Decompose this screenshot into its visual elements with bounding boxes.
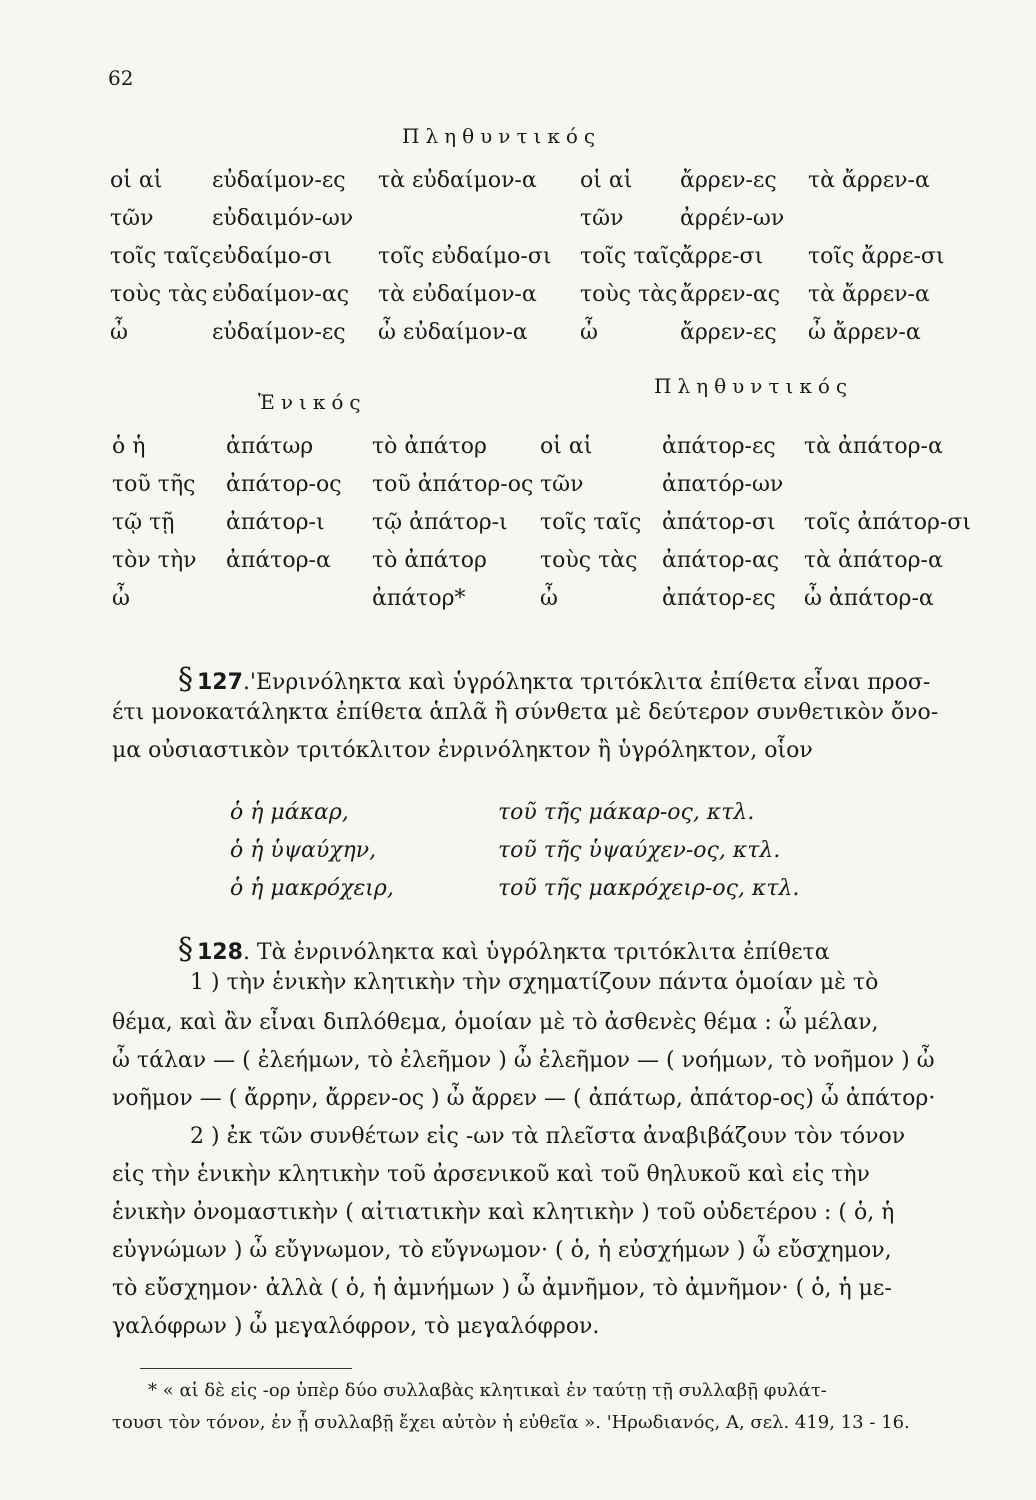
table-cell: ἀρρέν-ων bbox=[680, 206, 785, 231]
table-cell: τοῖς εὐδαίμο-σι bbox=[378, 244, 552, 269]
section-mark: § bbox=[178, 662, 193, 697]
section-128-line-10: τὸ εὔσχημον· ἀλλὰ ( ὁ, ἡ ἀμνήμων ) ὦ ἀμνῆμον, τὸ ἀμνῆμον· ( ὁ, ἡ με- bbox=[112, 1276, 892, 1301]
page-number: 62 bbox=[108, 66, 134, 90]
table-cell: ἀπάτορ-σι bbox=[662, 510, 776, 535]
table-cell: τὰ εὐδαίμον-α bbox=[378, 282, 537, 307]
section-128-line-2: 1 ) τὴν ἑνικὴν κλητικὴν τὴν σχηματίζουν πάντα ὁμοίαν μὲ τὸ bbox=[190, 970, 879, 995]
table-cell: τῷ τῇ bbox=[112, 510, 175, 535]
table-cell: εὐδαίμο-σι bbox=[212, 244, 333, 269]
section-number: 128 bbox=[197, 940, 243, 965]
table-cell: τοὺς τὰς bbox=[540, 548, 638, 573]
table-cell: τὰ ἀπάτορ-α bbox=[804, 548, 943, 573]
table-cell: οἱ αἱ bbox=[580, 168, 633, 193]
table-cell: ὦ bbox=[110, 320, 128, 345]
table-cell: εὐδαίμον-ες bbox=[212, 168, 346, 193]
footnote-line-1: * « αἱ δὲ εἰς -ορ ὑπὲρ δύο συλλαβὰς κλητικαὶ ἐν ταύτῃ τῇ συλλαβῇ φυλάτ- bbox=[148, 1380, 827, 1401]
footnote-line-2: τουσι τὸν τόνον, ἐν ᾗ συλλαβῇ ἔχει αὐτὸν ἡ εὐθεῖα ». 'Ηρωδιανός, Α, σελ. 419, 13 - 16. bbox=[112, 1412, 910, 1433]
table2-heading-plural: Πληθυντικός bbox=[654, 374, 854, 398]
table-cell: τοῖς ταῖς bbox=[540, 510, 642, 535]
section-128-line-8: ἑνικὴν ὀνομαστικὴν ( αἰτιατικὴν καὶ κλητικὴν ) τοῦ οὐδετέρου : ( ὁ, ἡ bbox=[112, 1200, 895, 1225]
section-128-line-3: θέμα, καὶ ἂν εἶναι διπλόθεμα, ὁμοίαν μὲ τὸ ἀσθενὲς θέμα : ὦ μέλαν, bbox=[112, 1010, 879, 1035]
section-128-line-9: εὐγνώμων ) ὦ εὔγνωμον, τὸ εὔγνωμον· ( ὁ, ἡ εὐσχήμων ) ὦ εὔσχημον, bbox=[112, 1238, 892, 1263]
table-cell: τοῖς ταῖς bbox=[110, 244, 212, 269]
table-cell: ἀπάτορ-ι bbox=[226, 510, 325, 535]
footnote-separator bbox=[140, 1368, 352, 1369]
table-cell: ὦ bbox=[580, 320, 598, 345]
table-cell: τὸν τὴν bbox=[112, 548, 197, 573]
table-cell: ὦ bbox=[540, 586, 558, 611]
table-cell: τῶν bbox=[580, 206, 624, 231]
table-cell: τοῖς ἄρρε-σι bbox=[808, 244, 945, 269]
table-cell: ἄρρεν-ες bbox=[680, 320, 777, 345]
section-127-text-1: .'Ενρινόληκτα καὶ ὑγρόληκτα τριτόκλιτα ἐπίθετα εἶναι προσ- bbox=[242, 670, 931, 695]
table-cell: τῶν bbox=[110, 206, 154, 231]
section-mark: § bbox=[178, 932, 193, 967]
table-cell: οἱ αἱ bbox=[110, 168, 163, 193]
section-128-line-11: γαλόφρων ) ὦ μεγαλόφρον, τὸ μεγαλόφρον. bbox=[112, 1314, 600, 1339]
table2-heading-singular: Ἑνικός bbox=[258, 390, 367, 414]
example-item: τοῦ τῆς μάκαρ-ος, κτλ. bbox=[498, 800, 755, 825]
table-cell: ὦ εὐδαίμον-α bbox=[378, 320, 528, 345]
table-cell: τοῖς ταῖς bbox=[580, 244, 682, 269]
section-128-line-7: εἰς τὴν ἑνικὴν κλητικὴν τοῦ ἀρσενικοῦ καὶ τοῦ θηλυκοῦ καὶ εἰς τὴν bbox=[112, 1162, 870, 1187]
table-cell: τοῦ ἀπάτορ-ος bbox=[372, 472, 534, 497]
table-cell: τὸ ἀπάτορ bbox=[372, 434, 487, 459]
table-cell: τοῖς ἀπάτορ-σι bbox=[804, 510, 971, 535]
table1-heading: Πληθυντικός bbox=[402, 124, 602, 148]
table-cell: ἀπάτορ-α bbox=[226, 548, 331, 573]
table-cell: ὁ ἡ bbox=[112, 434, 146, 459]
table-cell: εὐδαίμον-ας bbox=[212, 282, 350, 307]
section-127-line-2: έτι μονοκατάληκτα ἐπίθετα ἁπλᾶ ἢ σύνθετα μὲ δεύτερον συνθετικὸν ὄνο- bbox=[112, 700, 939, 725]
table-cell: ἀπάτορ-ες bbox=[662, 586, 776, 611]
table-cell: ὦ ἄρρεν-α bbox=[808, 320, 921, 345]
table-cell: ἀπάτορ-ες bbox=[662, 434, 776, 459]
table-cell: τῷ ἀπάτορ-ι bbox=[372, 510, 508, 535]
table-cell: οἱ αἱ bbox=[540, 434, 593, 459]
table-cell: ὦ bbox=[112, 586, 130, 611]
table-cell: ἄρρεν-ας bbox=[680, 282, 781, 307]
section-128-text-1: . Τὰ ἐνρινόληκτα καὶ ὑγρόληκτα τριτόκλιτα ἐπίθετα bbox=[242, 940, 830, 965]
table-cell: τοὺς τὰς bbox=[580, 282, 678, 307]
table-cell: τὰ εὐδαίμον-α bbox=[378, 168, 537, 193]
section-127-line-3: μα οὐσιαστικὸν τριτόκλιτον ἐνρινόληκτον ἢ ὑγρόληκτον, οἷον bbox=[112, 738, 813, 763]
table-cell: τοὺς τὰς bbox=[110, 282, 208, 307]
table-cell: ἀπάτορ* bbox=[372, 586, 466, 611]
example-item: τοῦ τῆς μακρόχειρ-ος, κτλ. bbox=[498, 876, 800, 901]
section-number: 127 bbox=[197, 670, 243, 695]
table-cell: τὸ ἀπάτορ bbox=[372, 548, 487, 573]
table-cell: τὰ ἄρρεν-α bbox=[808, 282, 930, 307]
example-item: ὁ ἡ μακρόχειρ, bbox=[230, 876, 394, 901]
section-127-line-1 bbox=[178, 662, 930, 697]
table-cell: εὐδαίμον-ες bbox=[212, 320, 346, 345]
table-cell: ἄρρεν-ες bbox=[680, 168, 777, 193]
example-item: ὁ ἡ ὑψαύχην, bbox=[230, 838, 377, 863]
table-cell: τῶν bbox=[540, 472, 584, 497]
section-128-line-5: νοῆμον — ( ἄρρην, ἄρρεν-ος ) ὦ ἄρρεν — ( ἀπάτωρ, ἀπάτορ-ος) ὦ ἀπάτορ· bbox=[112, 1086, 936, 1111]
example-item: ὁ ἡ μάκαρ, bbox=[230, 800, 349, 825]
table-cell: ἄρρε-σι bbox=[680, 244, 764, 269]
table-cell: τὰ ἄρρεν-α bbox=[808, 168, 930, 193]
table-cell: ἀπατόρ-ων bbox=[662, 472, 784, 497]
table-cell: εὐδαιμόν-ων bbox=[212, 206, 354, 231]
table-cell: τοῦ τῆς bbox=[112, 472, 196, 497]
section-128-line-4: ὦ τάλαν — ( ἐλεήμων, τὸ ἐλεῆμον ) ὦ ἐλεῆμον — ( νοήμων, τὸ νοῆμον ) ὦ bbox=[112, 1048, 935, 1073]
section-128-line-1 bbox=[178, 932, 830, 967]
table-cell: ἀπάτορ-ας bbox=[662, 548, 780, 573]
table-cell: ἀπάτωρ bbox=[226, 434, 314, 459]
table-cell: τὰ ἀπάτορ-α bbox=[804, 434, 943, 459]
example-item: τοῦ τῆς ὑψαύχεν-ος, κτλ. bbox=[498, 838, 781, 863]
table-cell: ὦ ἀπάτορ-α bbox=[804, 586, 934, 611]
table-cell: ἀπάτορ-ος bbox=[226, 472, 342, 497]
section-128-line-6: 2 ) ἐκ τῶν συνθέτων εἰς -ων τὰ πλεῖστα ἀναβιβάζουν τὸν τόνον bbox=[190, 1124, 906, 1149]
